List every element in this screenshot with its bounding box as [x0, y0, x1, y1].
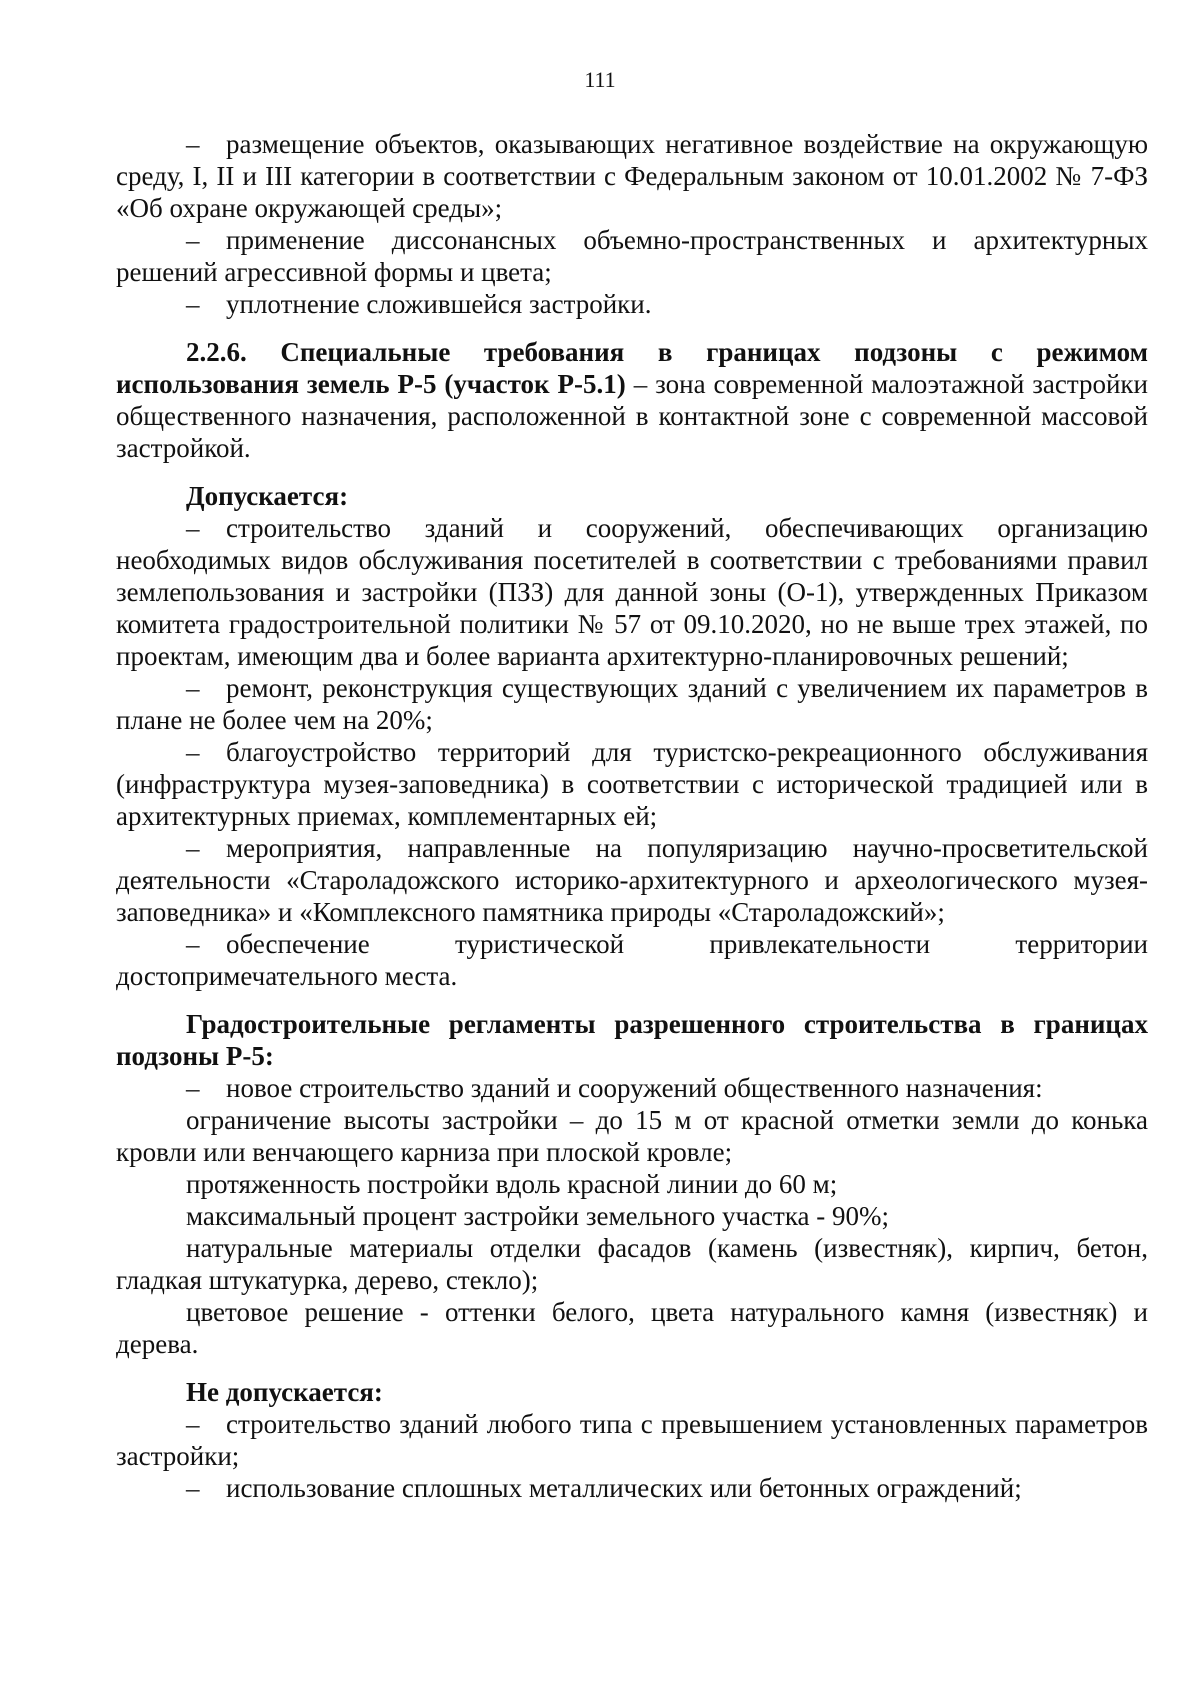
dash-marker: –: [186, 513, 200, 543]
dash-marker: –: [186, 1473, 200, 1503]
dash-marker: –: [186, 673, 200, 703]
allowed-item-3: – благоустройство территорий для туристско-рекреационного обслуживания (инфраструктура музея-заповедника) в соответствии с исторической традицией или в архитектурных приемах, комплементарных ей;: [116, 737, 1148, 831]
dash-marker: –: [186, 129, 200, 159]
dash-marker: –: [186, 1073, 200, 1103]
section-heading-description: – зона современной малоэтажной застройки общественного назначения, расположенной в контактной зоне с современной массовой застройкой.: [116, 369, 1148, 463]
dash-marker: –: [186, 225, 200, 255]
section-heading: [116, 336, 1148, 464]
regulation-item-6: цветовое решение - оттенки белого, цвета натурального камня (известняк) и дерева.: [116, 1297, 1148, 1359]
regulation-item-3: протяженность постройки вдоль красной линии до 60 м;: [186, 1169, 838, 1199]
not-allowed-heading: Не допускается:: [186, 1377, 383, 1407]
allowed-item-1: – строительство зданий и сооружений, обеспечивающих организацию необходимых видов обслуживания посетителей в соответствии с требованиями правил землепользования и застройки (ПЗЗ) для данной зоны (О-1), утвержденных Приказом комитета градостроительной политики № 57 от 09.10.2020, но не выше трех этажей, по проектам, имеющим два и более варианта архитектурно-планировочных решений;: [116, 513, 1148, 671]
dash-marker: –: [186, 737, 200, 767]
allowed-item-2: – ремонт, реконструкция существующих зданий с увеличением их параметров в плане не более чем на 20%;: [116, 673, 1148, 735]
dash-marker: –: [186, 289, 200, 319]
not-allowed-item-2: – использование сплошных металлических или бетонных ограждений;: [186, 1473, 1022, 1503]
regulation-item-2: ограничение высоты застройки – до 15 м от красной отметки земли до конька кровли или венчающего карниза при плоской кровле;: [116, 1105, 1148, 1167]
document-body: [116, 128, 1148, 1504]
not-allowed-item-1: – строительство зданий любого типа с превышением установленных параметров застройки;: [116, 1409, 1148, 1471]
section-heading-bold: 2.2.6. Специальные требования в границах подзоны с режимом использования земель Р-5 (участок Р-5.1): [116, 337, 1148, 399]
dash-marker: –: [186, 833, 200, 863]
prohibition-item-3: – уплотнение сложившейся застройки.: [186, 289, 652, 319]
allowed-heading: Допускается:: [186, 481, 349, 511]
regulation-item-4: максимальный процент застройки земельного участка - 90%;: [186, 1201, 890, 1231]
prohibition-item-1: – размещение объектов, оказывающих негативное воздействие на окружающую среду, I, II и III категории в соответствии с Федеральным законом от 10.01.2002 № 7-ФЗ «Об охране окружающей среды»;: [116, 129, 1148, 223]
page-number: 111: [584, 67, 616, 92]
regulations-heading: Градостроительные регламенты разрешенного строительства в границах подзоны Р-5:: [116, 1009, 1148, 1071]
dash-marker: –: [186, 929, 200, 959]
prohibition-item-2: – применение диссонансных объемно-пространственных и архитектурных решений агрессивной формы и цвета;: [116, 225, 1148, 287]
regulation-item-1: – новое строительство зданий и сооружений общественного назначения:: [186, 1073, 1043, 1103]
regulation-item-5: натуральные материалы отделки фасадов (камень (известняк), кирпич, бетон, гладкая штукатурка, дерево, стекло);: [116, 1233, 1148, 1295]
allowed-item-5: – обеспечение туристической привлекательности территории достопримечательного места.: [116, 929, 1148, 991]
allowed-item-4: – мероприятия, направленные на популяризацию научно-просветительской деятельности «Староладожского историко-архитектурного и археологического музея-заповедника» и «Комплексного памятника природы «Староладожский»;: [116, 833, 1148, 927]
dash-marker: –: [186, 1409, 200, 1439]
